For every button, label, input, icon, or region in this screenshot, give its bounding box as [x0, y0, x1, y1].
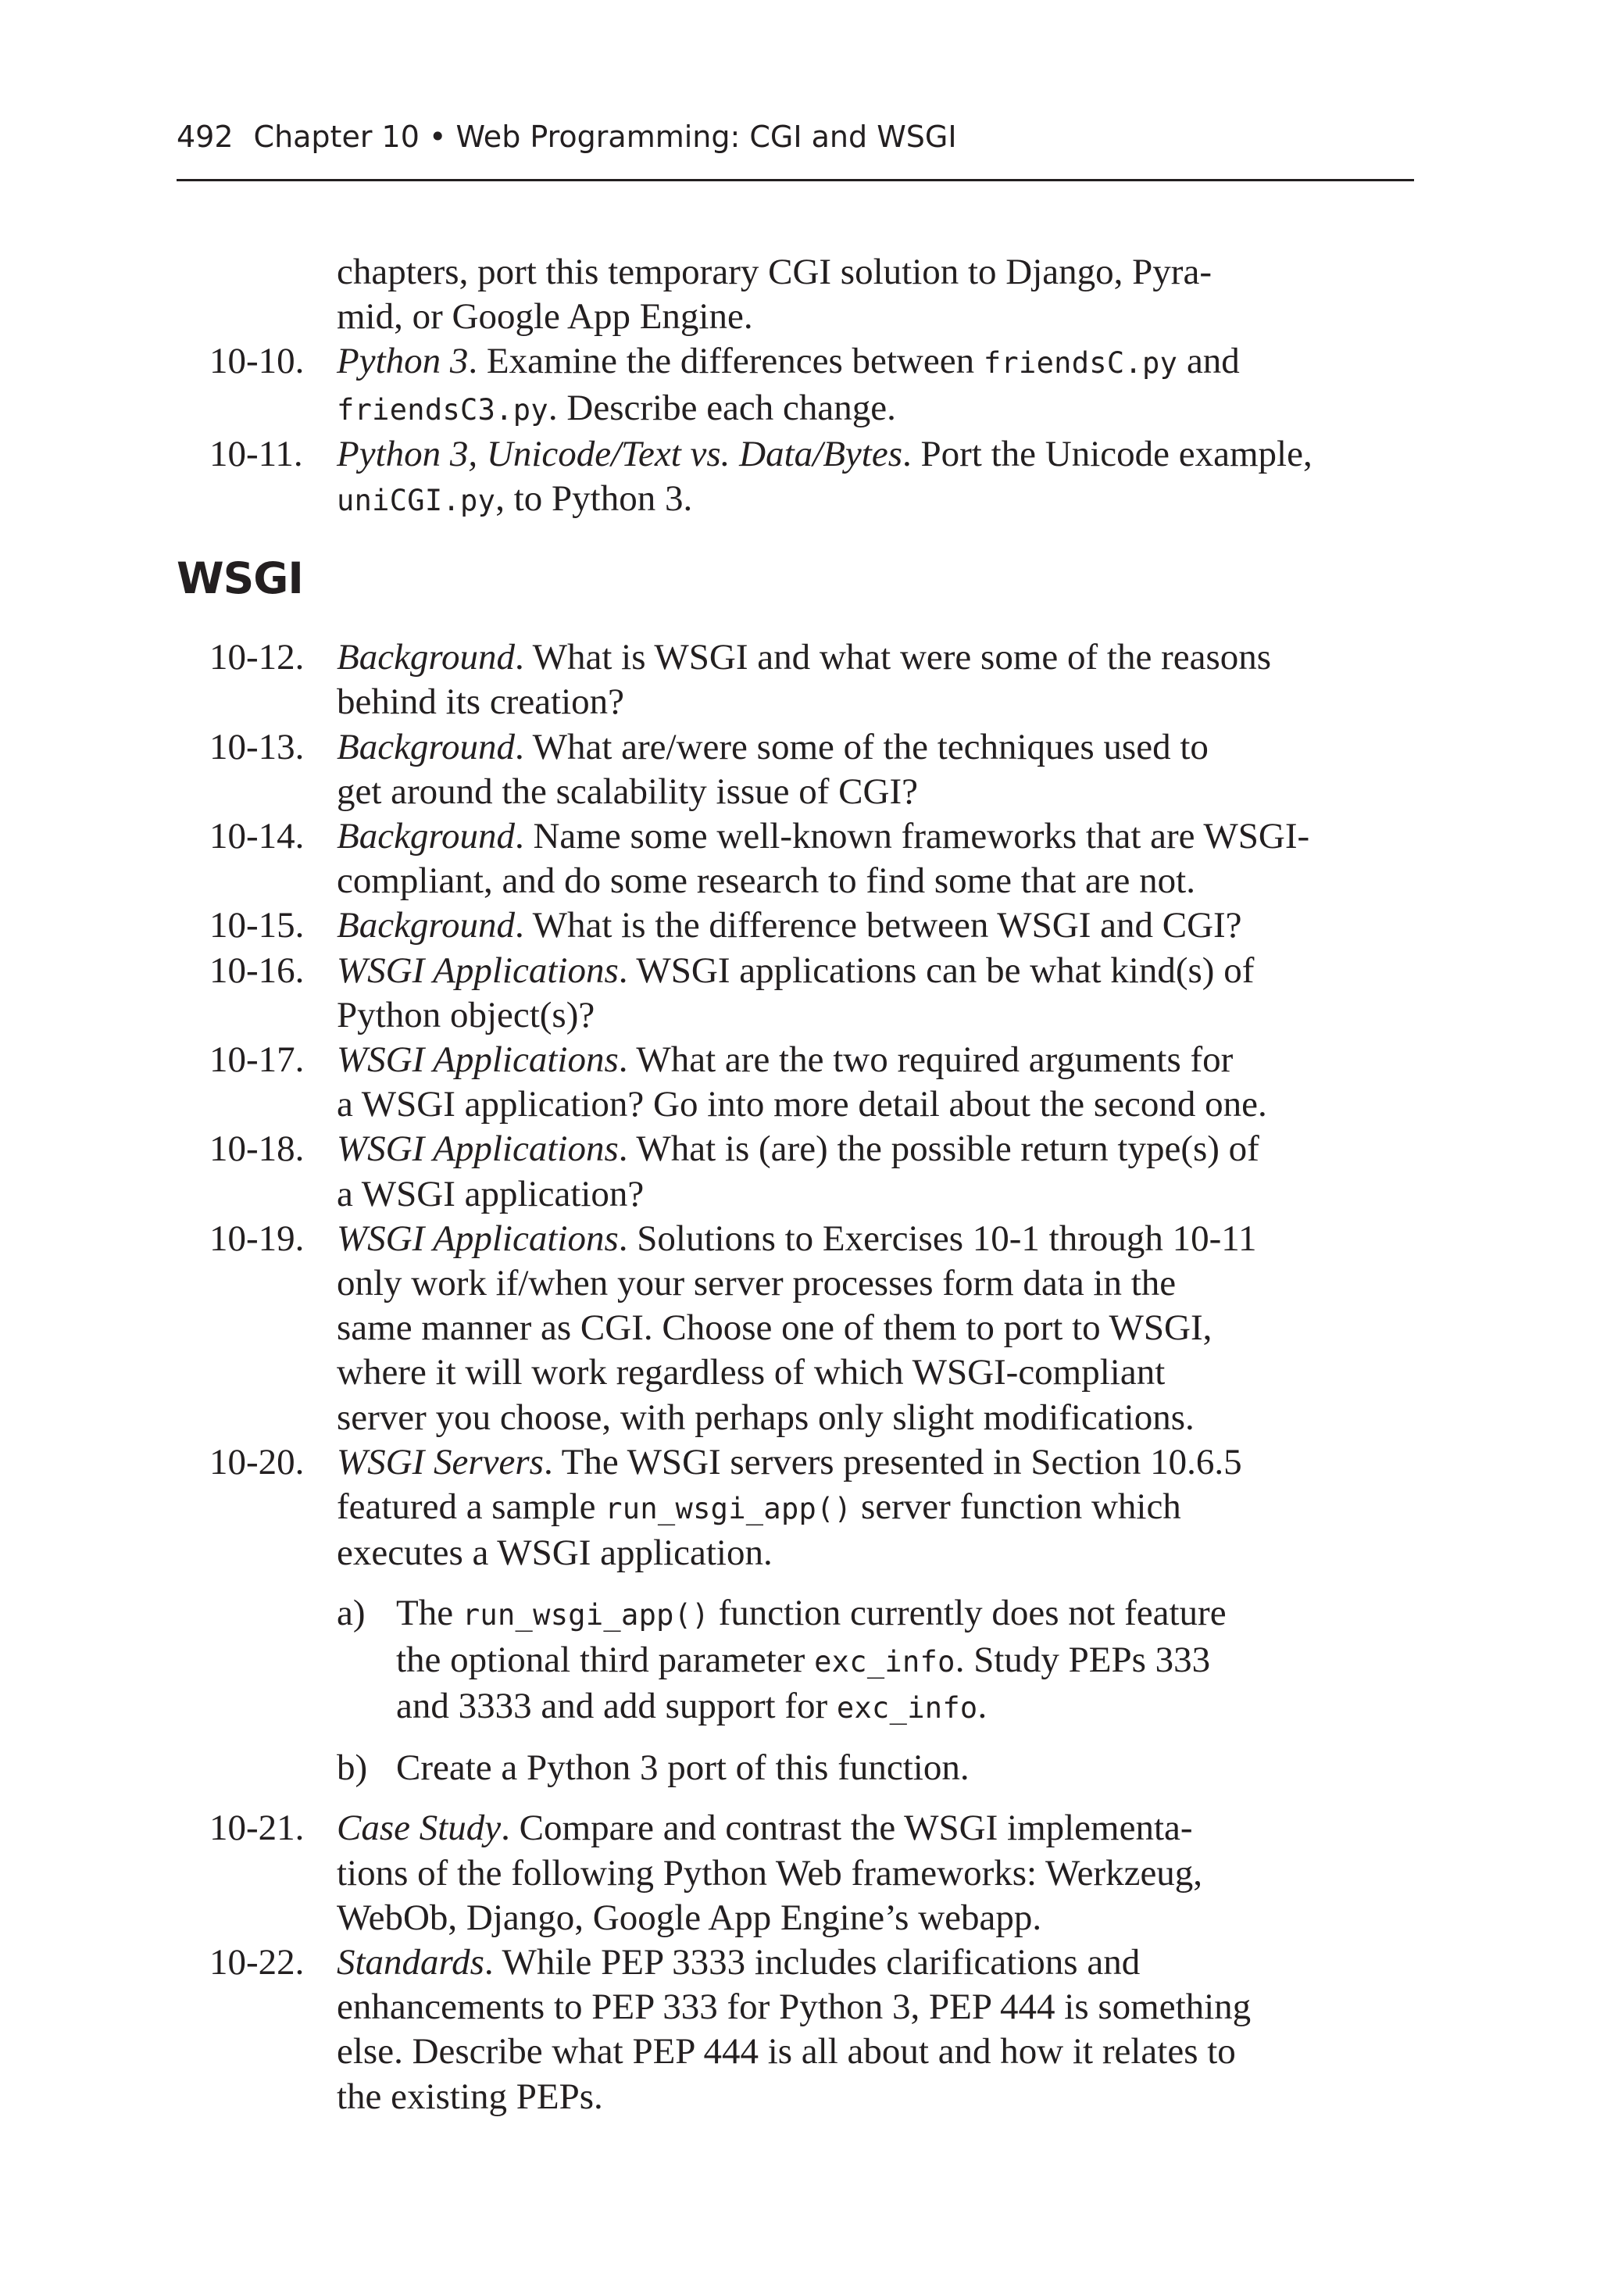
exercise-number: 10-17.	[209, 1039, 305, 1081]
code-snippet: friendsC.py	[983, 346, 1178, 381]
exercise-number: 10-15.	[209, 905, 305, 946]
exercise-number: 10-16.	[209, 950, 305, 991]
exercise-number: 10-22.	[209, 1941, 305, 1983]
exercise-line	[396, 1684, 1427, 1730]
exercise-text: featured a sample	[337, 1486, 605, 1528]
exercise-line	[337, 635, 1427, 680]
exercise-topic: WSGI Applications	[337, 1039, 619, 1081]
exercise-number: 10-20.	[209, 1441, 305, 1482]
exercise-topic: Background	[337, 637, 515, 678]
exercise-10-22	[177, 1940, 1427, 2119]
exercise-text: . While PEP 3333 includes clarifications and	[484, 1941, 1141, 1983]
code-snippet: exc_info	[836, 1690, 978, 1725]
exercise-number: 10-21.	[209, 1808, 305, 1849]
exercise-text: and	[1177, 341, 1240, 382]
exercise-number: 10-14.	[209, 816, 305, 857]
exercise-10-13	[177, 725, 1427, 814]
running-title: Chapter 10 • Web Programming: CGI and WSGI	[253, 120, 957, 154]
exercise-line	[396, 1638, 1427, 1684]
exercise-number: 10-13.	[209, 726, 305, 767]
exercise-text: . Port the Unicode example,	[902, 433, 1312, 474]
exercise-10-14	[177, 814, 1427, 903]
code-snippet: uniCGI.py	[337, 484, 496, 518]
exercise-text: server function which	[852, 1486, 1181, 1528]
exercise-line: Python object(s)?	[337, 994, 595, 1035]
exercise-line	[396, 1591, 1427, 1637]
exercise-line: tions of the following Python Web frameworks: Werkzeug,	[337, 1852, 1203, 1894]
exercise-text: the optional third parameter	[396, 1639, 815, 1680]
exercise-line: WebOb, Django, Google App Engine’s webapp.	[337, 1897, 1042, 1938]
exercise-line: a WSGI application? Go into more detail about the second one.	[337, 1084, 1267, 1125]
exercise-line: same manner as CGI. Choose one of them to port to WSGI,	[337, 1307, 1212, 1349]
code-snippet: run_wsgi_app()	[605, 1492, 852, 1526]
exercise-topic: Python 3, Unicode/Text vs. Data/Bytes	[337, 433, 903, 474]
exercise-topic: WSGI Servers	[337, 1441, 544, 1482]
exercise-text: . Examine the differences between	[468, 341, 984, 382]
exercise-topic: WSGI Applications	[337, 1218, 619, 1259]
exercise-number: 10-12.	[209, 637, 305, 678]
exercise-continuation	[177, 250, 1427, 339]
exercise-10-16	[177, 949, 1427, 1038]
continuation-line-1: chapters, port this temporary CGI solution to Django, Pyra-	[337, 252, 1212, 292]
sub-exercise-label: a)	[337, 1593, 366, 1634]
exercise-line: Create a Python 3 port of this function.	[396, 1747, 970, 1789]
exercise-text: .	[977, 1685, 988, 1726]
exercise-topic: Case Study	[337, 1808, 502, 1849]
exercise-line	[337, 814, 1427, 859]
exercise-line	[337, 386, 1427, 432]
exercise-line	[337, 339, 1427, 385]
exercise-line: enhancements to PEP 333 for Python 3, PEP 444 is something	[337, 1987, 1252, 2028]
exercise-line: only work if/when your server processes form data in the	[337, 1263, 1177, 1304]
exercise-list	[177, 250, 1427, 2119]
sub-exercise-b	[337, 1746, 1427, 1790]
exercise-topic: Background	[337, 726, 515, 767]
exercise-line	[337, 1806, 1427, 1851]
exercise-number: 10-19.	[209, 1218, 305, 1259]
code-snippet: exc_info	[814, 1644, 955, 1679]
exercise-line: the existing PEPs.	[337, 2076, 603, 2117]
exercise-topic: Standards	[337, 1941, 484, 1983]
exercise-line: a WSGI application?	[337, 1173, 645, 1214]
exercise-line	[337, 949, 1427, 993]
exercise-line	[337, 1217, 1427, 1261]
section-heading-wsgi: WSGI	[177, 553, 303, 604]
exercise-text: . What are/were some of the techniques used to	[514, 726, 1209, 767]
exercise-text: The	[396, 1593, 462, 1634]
sub-exercise-a	[337, 1591, 1427, 1730]
exercise-topic: Background	[337, 816, 515, 857]
exercise-topic: Python 3	[337, 341, 469, 382]
exercise-line	[337, 477, 1427, 523]
exercise-10-20	[177, 1440, 1427, 1790]
running-header	[177, 117, 1414, 156]
exercise-10-17	[177, 1038, 1427, 1127]
exercise-line: behind its creation?	[337, 681, 625, 723]
sub-exercise-list	[337, 1591, 1427, 1790]
sub-exercise-label: b)	[337, 1747, 368, 1789]
exercise-text: . Describe each change.	[548, 387, 896, 428]
exercise-text: . Name some well-known frameworks that are WSGI-	[514, 816, 1310, 857]
exercise-line	[337, 1038, 1427, 1082]
exercise-line: compliant, and do some research to find some that are not.	[337, 860, 1195, 902]
exercise-10-15	[177, 903, 1427, 948]
exercise-text: . Study PEPs 333	[955, 1639, 1211, 1680]
exercise-number: 10-10.	[209, 341, 305, 382]
exercise-text: . Solutions to Exercises 10-1 through 10-11	[618, 1218, 1257, 1259]
exercise-line: where it will work regardless of which WSGI-compliant	[337, 1352, 1166, 1393]
exercise-10-19	[177, 1217, 1427, 1440]
exercise-line	[337, 1440, 1427, 1485]
exercise-10-10	[177, 339, 1427, 431]
exercise-line: executes a WSGI application.	[337, 1532, 773, 1574]
exercise-topic: WSGI Applications	[337, 950, 619, 991]
page-number: 492	[177, 120, 234, 154]
exercise-text: . What is the difference between WSGI and CGI?	[514, 905, 1242, 946]
exercise-line	[337, 1485, 1427, 1531]
exercise-line: get around the scalability issue of CGI?	[337, 771, 918, 812]
exercise-10-18	[177, 1127, 1427, 1216]
exercise-10-12	[177, 635, 1427, 724]
continuation-line-2: mid, or Google App Engine.	[337, 296, 753, 338]
exercise-line	[337, 725, 1427, 770]
exercise-text: function currently does not feature	[709, 1593, 1227, 1634]
exercise-10-11	[177, 432, 1427, 523]
exercise-line	[337, 432, 1427, 477]
header-rule	[177, 179, 1414, 181]
exercise-line	[337, 1127, 1427, 1171]
exercise-text: . What is (are) the possible return type(s) of	[618, 1128, 1259, 1170]
exercise-topic: WSGI Applications	[337, 1128, 619, 1170]
exercise-text: . WSGI applications can be what kind(s) of	[618, 950, 1255, 991]
exercise-10-21	[177, 1806, 1427, 1940]
exercise-line: server you choose, with perhaps only slight modifications.	[337, 1397, 1195, 1438]
exercise-line: else. Describe what PEP 444 is all about and how it relates to	[337, 2031, 1236, 2072]
exercise-number: 10-11.	[209, 433, 303, 474]
exercise-text: , to Python 3.	[495, 478, 693, 520]
exercise-text: . What are the two required arguments for	[618, 1039, 1234, 1081]
exercise-number: 10-18.	[209, 1128, 305, 1170]
exercise-line	[337, 1940, 1427, 1985]
exercise-topic: Background	[337, 905, 515, 946]
code-snippet: friendsC3.py	[337, 392, 548, 427]
exercise-text: . What is WSGI and what were some of the reasons	[514, 637, 1272, 678]
exercise-text: . The WSGI servers presented in Section 10.6.5	[543, 1441, 1242, 1482]
exercise-line	[337, 903, 1427, 948]
exercise-text: and 3333 and add support for	[396, 1685, 837, 1726]
code-snippet: run_wsgi_app()	[462, 1598, 709, 1633]
exercise-text: . Compare and contrast the WSGI implementa-	[501, 1808, 1193, 1849]
